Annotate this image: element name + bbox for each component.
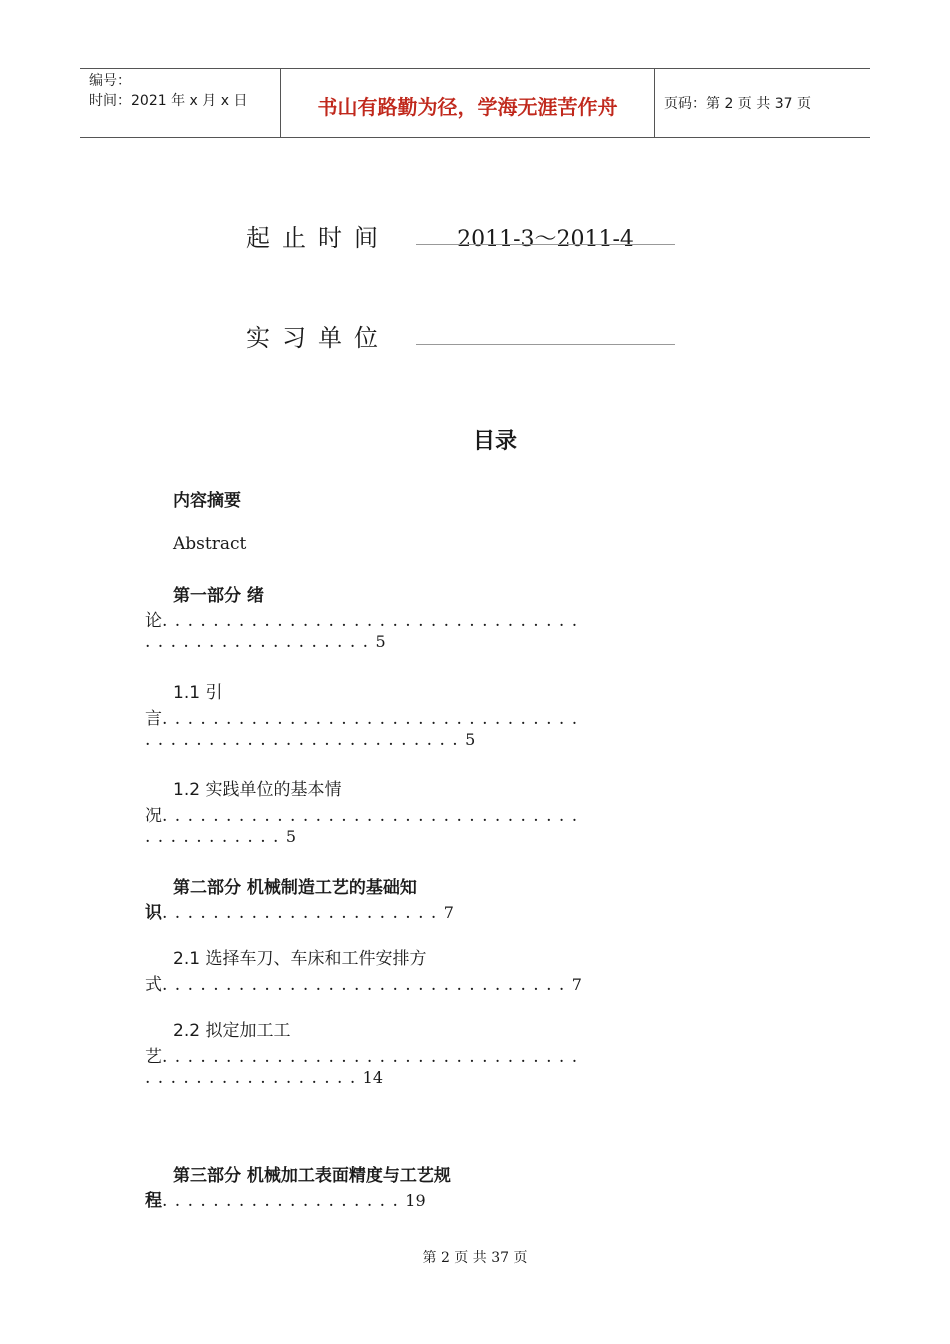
toc-s1-2-head[interactable] [173,775,341,800]
toc-summary[interactable]: 内容摘要 [173,491,241,511]
toc-s2-2-line2 [145,1068,383,1088]
toc-part1-head[interactable]: 第一部分 绪 [173,586,264,606]
toc-s1-2-page: 5 [285,827,297,846]
toc-leader-dots: ................................ [162,975,572,995]
toc-s1-1-head[interactable] [173,678,222,703]
toc-s1-1-line1 [145,704,585,729]
toc-s1-2-line2 [145,827,296,847]
toc-leader-dots: ................................. [162,709,585,729]
toc-s1-2-line1 [145,801,585,826]
header-meta-cell [80,69,281,137]
toc-part1-line2 [145,632,386,652]
toc-s2-1-lead: 式 [145,975,162,995]
toc-part1-line1 [145,606,585,631]
toc-leader-dots: ...................... [162,903,444,923]
toc-title: 目录 [472,429,517,454]
toc-s1-2-text: 实践单位的基本情 [205,780,342,800]
toc-leader-dots: ................................. [162,806,585,826]
toc-leader-dots: ................... [162,1191,406,1211]
header-date: 时间：2021 年 x 月 x 日 [89,93,248,109]
unit-underline [416,344,675,345]
header-page-info: 页码：第 2 页 共 37 页 [664,96,811,112]
toc-part2-head[interactable]: 第二部分 机械制造工艺的基础知 [173,878,417,898]
toc-s2-1-num: 2.1 [173,949,201,969]
toc-part1-page: 5 [375,632,386,651]
toc-leader-dots: ................................. [162,1047,585,1067]
toc-leader-dots: .................. [145,632,376,652]
number-label: 编号： [89,73,131,89]
unit-label: 实习单位 [246,324,390,352]
toc-part2-line1 [145,898,454,923]
toc-s2-1-head[interactable] [173,944,426,969]
toc-leader-dots: ................................. [162,611,585,631]
toc-s2-2-line1 [145,1042,585,1067]
header-motto-cell [281,69,655,137]
page-footer: 第 2 页 共 37 页 [422,1250,528,1266]
toc-part3-lead: 程 [145,1191,162,1211]
period-underline [416,244,675,245]
header-page-cell [655,69,870,137]
toc-part3-page: 19 [405,1191,426,1210]
toc-s2-1-text: 选择车刀、车床和工件安排方 [205,949,427,969]
toc-part3-head[interactable]: 第三部分 机械加工表面精度与工艺规 [173,1166,451,1186]
toc-s2-1-line1 [145,970,582,995]
toc-s2-2-page: 14 [362,1068,384,1087]
toc-s1-1-text: 引 [205,683,223,703]
period-value: 2011-3～2011-4 [457,227,634,252]
toc-s2-2-text: 拟定加工工 [205,1021,291,1041]
toc-part2-lead: 识 [145,903,162,923]
toc-s1-1-page: 5 [465,730,476,749]
header-motto: 书山有路勤为径，学海无涯苦作舟 [317,95,618,119]
toc-s2-2-head[interactable] [173,1016,290,1041]
toc-s2-2-num: 2.2 [173,1021,201,1041]
document-header [80,68,870,138]
toc-leader-dots: ........... [145,827,286,847]
toc-s2-2-lead: 艺 [145,1047,162,1067]
toc-s1-2-lead: 况 [145,806,162,826]
toc-part2-page: 7 [443,903,454,922]
period-label: 起止时间 [246,224,390,252]
toc-s1-2-num: 1.2 [173,780,201,800]
toc-s1-1-lead: 言 [145,709,162,729]
toc-leader-dots: ................. [145,1068,363,1088]
toc-leader-dots: ......................... [145,730,466,750]
toc-s2-1-page: 7 [571,975,582,994]
toc-s1-1-num: 1.1 [173,683,201,703]
toc-s1-1-line2 [145,730,475,750]
toc-part3-line1 [145,1186,426,1211]
toc-part1-lead: 论 [145,611,162,631]
toc-abstract[interactable]: Abstract [173,534,247,554]
